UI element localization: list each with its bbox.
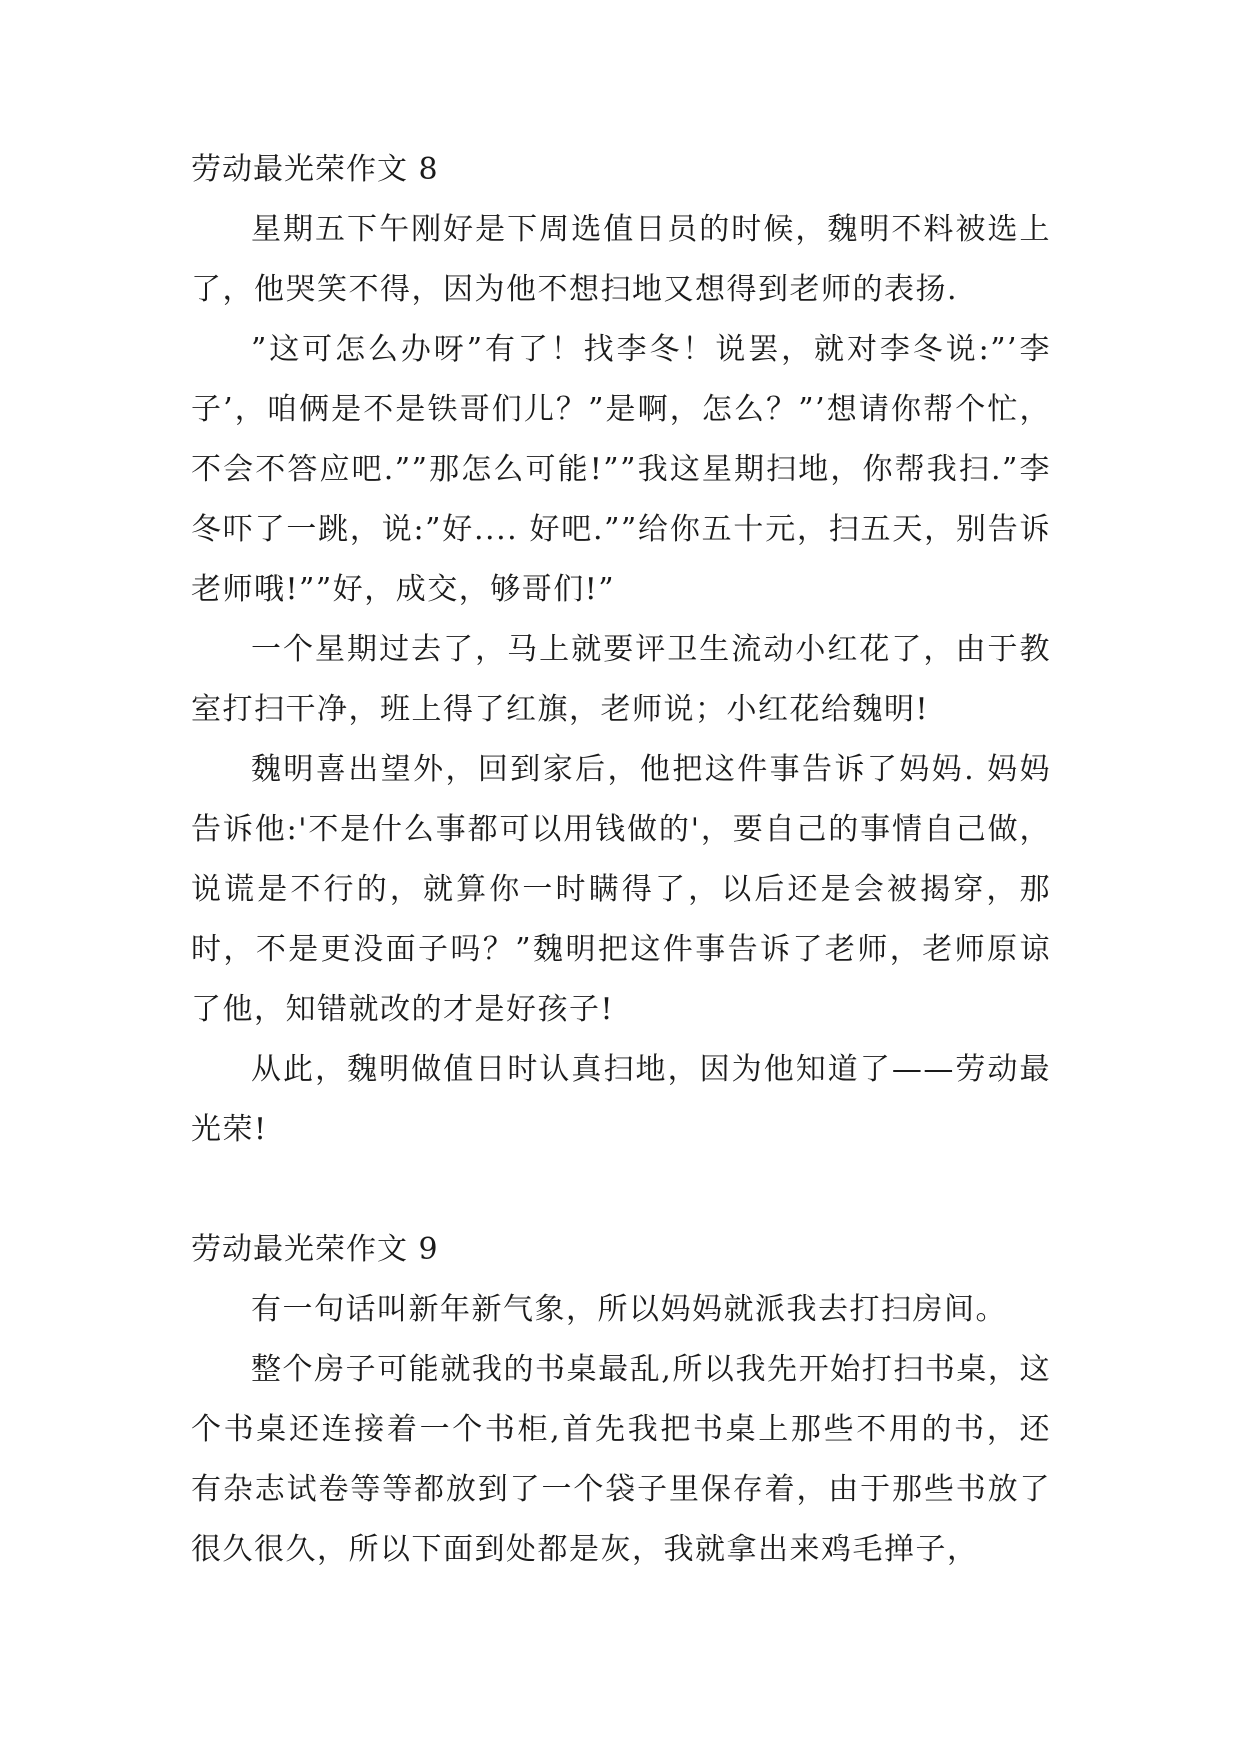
section-title: 劳动最光荣作文 8 <box>191 152 439 187</box>
paragraph: 魏明喜出望外，回到家后，他把这件事告诉了妈妈. 妈妈告诉他:'不是什么事都可以用钱做的'，要自己的事情自己做，说谎是不行的，就算你一时瞒得了，以后还是会被揭穿，那时，不是更没面子吗？”魏明把这件事告诉了老师，老师原谅了他，知错就改的才是好孩子! <box>191 752 1051 1027</box>
paragraph: 一个星期过去了，马上就要评卫生流动小红花了，由于教室打扫干净，班上得了红旗，老师说；小红花给魏明! <box>191 632 1051 727</box>
paragraph: 星期五下午刚好是下周选值日员的时候，魏明不料被选上了，他哭笑不得，因为他不想扫地又想得到老师的表扬. <box>191 212 1051 307</box>
section-spacer <box>191 1160 1051 1220</box>
paragraph: 从此，魏明做值日时认真扫地，因为他知道了——劳动最光荣! <box>191 1052 1051 1147</box>
paragraph: ”这可怎么办呀”有了！找李冬！说罢，就对李冬说:”’李子’，咱俩是不是铁哥们儿？”是啊，怎么？”’想请你帮个忙，不会不答应吧.””那怎么可能!””我这星期扫地，你帮我扫.”李冬吓了一跳，说:”好.... 好吧.””给你五十元，扫五天，别告诉老师哦!””好，成交，够哥们!” <box>191 332 1051 607</box>
essay-section-8 <box>191 140 1051 1160</box>
paragraph: 整个房子可能就我的书桌最乱,所以我先开始打扫书桌，这个书桌还连接着一个书柜,首先我把书桌上那些不用的书，还有杂志试卷等等都放到了一个袋子里保存着，由于那些书放了很久很久，所以下面到处都是灰，我就拿出来鸡毛掸子， <box>191 1352 1051 1567</box>
section-title: 劳动最光荣作文 9 <box>191 1232 439 1267</box>
document-page <box>191 140 1051 1580</box>
paragraph: 有一句话叫新年新气象，所以妈妈就派我去打扫房间。 <box>251 1292 1007 1327</box>
essay-section-9 <box>191 1220 1051 1580</box>
